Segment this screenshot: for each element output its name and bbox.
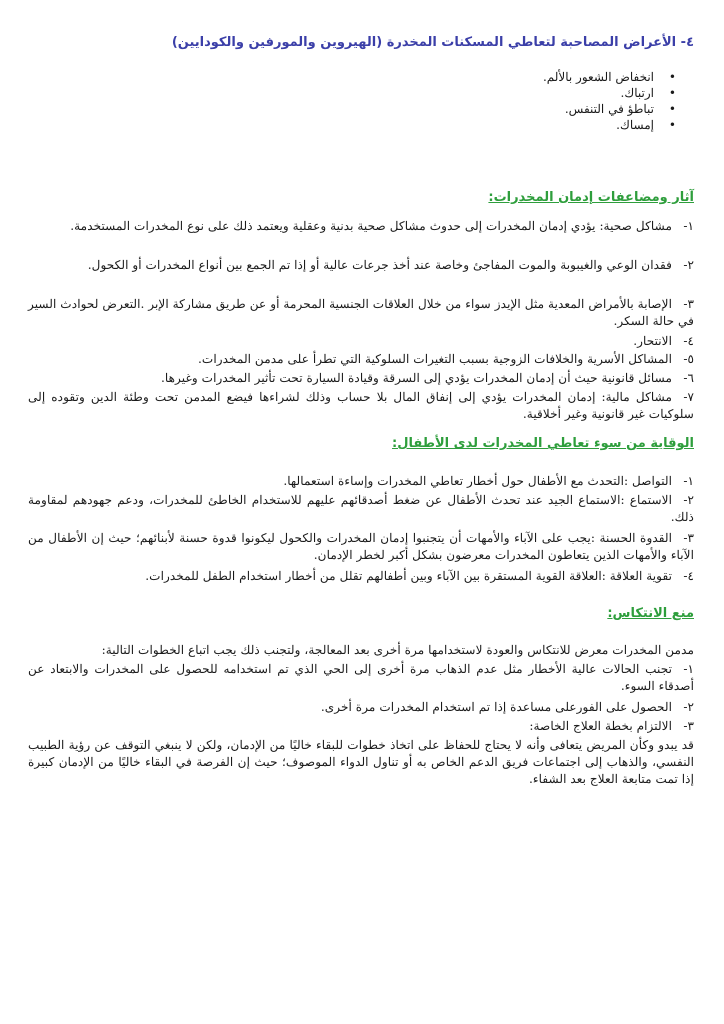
section-4-heading: ٤- الأعراض المصاحبة لتعاطي المسكنات المخدرة (الهيروين والمورفين والكودايين) [171, 35, 694, 50]
item-text: الاستماع :الاستماع الجيد عند تحدث الأطفال عن ضغط أصدقائهم عليهم للاستخدام الخاطئ للمخدرات، ودعم جهودهم لمقاومة ذلك. [28, 493, 694, 524]
item-number: ٣- [683, 531, 694, 545]
item-number: ٥- [683, 352, 694, 366]
item-number: ٦- [683, 371, 694, 385]
relapse-closing: قد يبدو وكأن المريض يتعافى وأنه لا يحتاج للحفاظ على اتخاذ خطوات للبقاء خاليًا من الإدمان، ولكن لا ينبغي التوقف عن رؤية الطبيب النفسي، والذهاب إلى اجتماعات فريق الدعم الخاص به أو تناول الدواء الموصوف؛ حيث إن الفرصة في البقاء خاليًا من الإدمان كبيرة إذا تمت متابعة العلاج بعد الشفاء. [28, 738, 694, 786]
item-text: القدوة الحسنة :يجب على الآباء والأمهات أن يتجنبوا إدمان المخدرات والكحول ليكونوا قدوة حسنة لأبنائهم؛ حيث إن الأطفال من الآباء والأمهات الذين يتعاطون المخدرات معرضون بشكل أكبر لخطر الإدمان. [28, 531, 694, 562]
list-item [28, 296, 694, 330]
effects-heading: آثار ومضاعفات إدمان المخدرات: [488, 190, 694, 205]
item-text: التواصل :التحدث مع الأطفال حول أخطار تعاطي المخدرات وإساءة استعمالها. [283, 474, 672, 488]
list-item [28, 568, 694, 585]
item-text: الإصابة بالأمراض المعدية مثل الإيدز سواء من خلال العلاقات الجنسية المحرمة أو عن طريق مشاركة الإبر .التعرض لحوادث السير في حالة السكر. [28, 297, 694, 328]
list-item: • إمساك. [543, 117, 676, 133]
item-number: ٢- [683, 258, 694, 272]
relapse-intro: مدمن المخدرات معرض للانتكاس والعودة لاستخدامها مرة أخرى بعد المعالجة، ولتجنب ذلك يجب اتباع الخطوات التالية: [101, 643, 694, 657]
list-item [28, 699, 694, 716]
symptoms-list [543, 69, 676, 133]
list-item [28, 661, 694, 695]
item-text: مسائل قانونية حيث أن إدمان المخدرات يؤدي إلى السرقة وقيادة السيارة تحت تأثير المخدرات وغيرها. [161, 371, 672, 385]
item-text: تقوية العلاقة :العلاقة القوية المستقرة بين الآباء وبين أطفالهم تقلل من أخطار استخدام الطفل للمخدرات. [145, 569, 672, 583]
item-number: ١- [683, 662, 694, 676]
item-text: مشاكل صحية: يؤدي إدمان المخدرات إلى حدوث مشاكل صحية بدنية وعقلية ويعتمد ذلك على نوع المخدرات المستخدمة. [70, 219, 672, 233]
item-text: المشاكل الأسرية والخلافات الزوجية بسبب التغيرات السلوكية التي تطرأ على مدمن المخدرات. [198, 352, 672, 366]
list-item [28, 492, 694, 526]
item-text: تجنب الحالات عالية الأخطار مثل عدم الذهاب مرة أخرى إلى الحي الذي تم استخدامه للحصول على المخدرات والابتعاد عن أصدقاء السوء. [28, 662, 694, 693]
item-number: ١- [683, 219, 694, 233]
list-item [28, 351, 694, 368]
item-number: ٣- [683, 297, 694, 311]
item-number: ٧- [683, 390, 694, 404]
item-text: الانتحار. [633, 334, 672, 348]
list-item [28, 473, 694, 490]
list-item [28, 530, 694, 564]
item-number: ١- [683, 474, 694, 488]
list-item: • ارتباك. [543, 85, 676, 101]
item-text: مشاكل مالية: إدمان المخدرات يؤدي إلى إنفاق المال بلا حساب وذلك لشراءها فيضع المدمن تحت وطئة الدين وتقوده إلى سلوكيات غير قانونية وغير أخلاقية. [28, 390, 694, 421]
item-text: فقدان الوعي والغيبوبة والموت المفاجئ وخاصة عند أخذ جرعات عالية أو إذا تم الجمع بين أنواع المخدرات أو الكحول. [87, 258, 672, 272]
item-text: الحصول على الفورعلى مساعدة إذا تم استخدام المخدرات مرة أخرى. [320, 700, 672, 714]
list-item: • انخفاض الشعور بالألم. [543, 69, 676, 85]
list-item [28, 370, 694, 387]
list-item [28, 218, 694, 235]
item-number: ٢- [683, 493, 694, 507]
list-item [28, 389, 694, 423]
item-text: الالتزام بخطة العلاج الخاصة: [529, 719, 672, 733]
item-number: ٢- [683, 700, 694, 714]
prevention-heading: الوقاية من سوء تعاطي المخدرات لدى الأطفال: [392, 436, 694, 451]
list-item [28, 333, 694, 350]
list-item: • تباطؤ في التنفس. [543, 101, 676, 117]
item-number: ٣- [683, 719, 694, 733]
item-number: ٤- [683, 569, 694, 583]
list-item [28, 257, 694, 274]
item-number: ٤- [683, 334, 694, 348]
relapse-heading: منع الانتكاس: [607, 606, 694, 621]
list-item [28, 718, 694, 735]
